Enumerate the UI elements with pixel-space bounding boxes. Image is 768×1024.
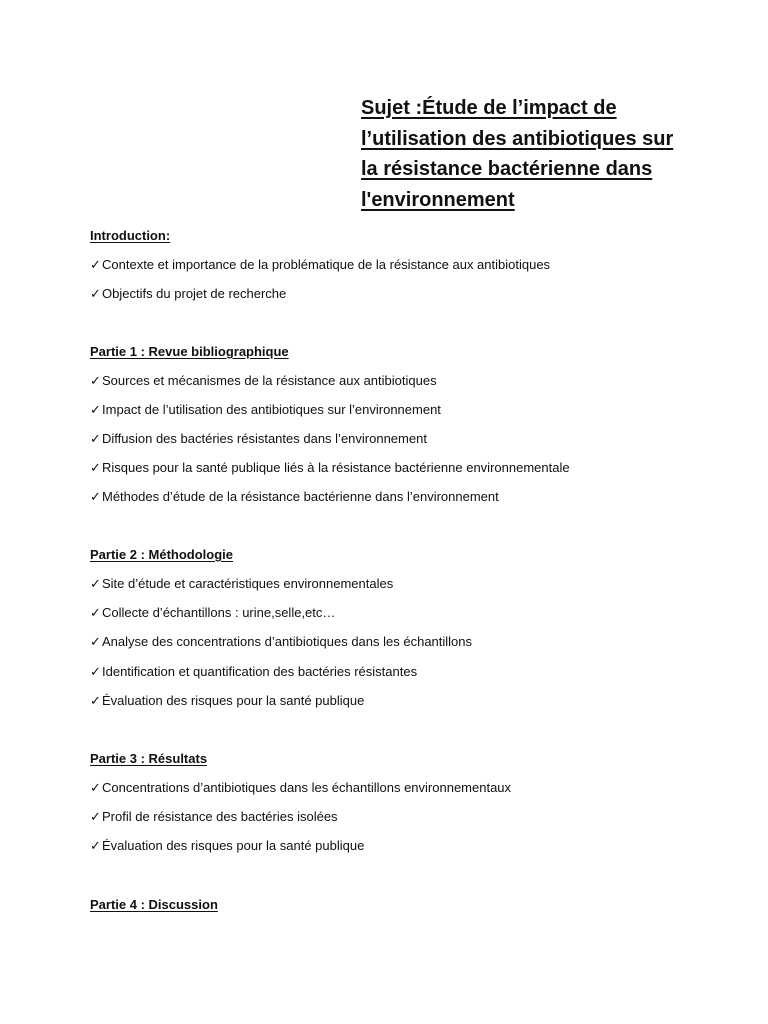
title-line: l'environnement <box>361 188 515 211</box>
list-item: ✓Collecte d’échantillons : urine,selle,etc… <box>90 605 336 620</box>
list-item: ✓Contexte et importance de la problématique de la résistance aux antibiotiques <box>90 257 551 272</box>
checkmark-icon: ✓ <box>90 693 101 708</box>
title-line: la résistance bactérienne dans <box>361 158 653 180</box>
list-item: ✓Concentrations d’antibiotiques dans les échantillons environnementaux <box>90 780 512 795</box>
list-item: ✓Profil de résistance des bactéries isolées <box>90 809 338 824</box>
section-heading-introduction: Introduction: <box>90 228 171 243</box>
checkmark-icon: ✓ <box>90 605 101 620</box>
checkmark-icon: ✓ <box>90 489 101 504</box>
title-line: l’utilisation des antibiotiques sur <box>361 127 674 150</box>
list-item: ✓Objectifs du projet de recherche <box>90 286 287 301</box>
list-item: ✓Site d’étude et caractéristiques environnementales <box>90 576 394 591</box>
list-item: ✓Diffusion des bactéries résistantes dans l’environnement <box>90 431 427 446</box>
section-heading-partie-4: Partie 4 : Discussion <box>90 897 218 912</box>
checkmark-icon: ✓ <box>90 780 101 795</box>
list-item: ✓Évaluation des risques pour la santé publique <box>90 838 365 853</box>
title-line: Sujet :Étude de l’impact de <box>361 97 617 119</box>
list-item: ✓Risques pour la santé publique liés à la résistance bactérienne environnementale <box>90 460 570 475</box>
checkmark-icon: ✓ <box>90 460 101 475</box>
document-title <box>361 93 701 215</box>
list-item: ✓Sources et mécanismes de la résistance aux antibiotiques <box>90 373 437 388</box>
list-item: ✓Impact de l’utilisation des antibiotiques sur l’environnement <box>90 402 441 417</box>
checkmark-icon: ✓ <box>90 286 101 301</box>
checkmark-icon: ✓ <box>90 257 101 272</box>
section-heading-partie-3: Partie 3 : Résultats <box>90 751 208 766</box>
checkmark-icon: ✓ <box>90 373 101 388</box>
list-item: ✓Méthodes d’étude de la résistance bactérienne dans l’environnement <box>90 489 499 504</box>
checkmark-icon: ✓ <box>90 664 101 679</box>
checkmark-icon: ✓ <box>90 576 101 591</box>
checkmark-icon: ✓ <box>90 431 101 446</box>
list-item: ✓Analyse des concentrations d’antibiotiques dans les échantillons <box>90 634 473 649</box>
checkmark-icon: ✓ <box>90 634 101 649</box>
list-item: ✓Identification et quantification des bactéries résistantes <box>90 664 418 679</box>
list-item: ✓Évaluation des risques pour la santé publique <box>90 693 365 708</box>
checkmark-icon: ✓ <box>90 838 101 853</box>
section-heading-partie-2: Partie 2 : Méthodologie <box>90 547 234 562</box>
checkmark-icon: ✓ <box>90 402 101 417</box>
checkmark-icon: ✓ <box>90 809 101 824</box>
section-heading-partie-1: Partie 1 : Revue bibliographique <box>90 344 289 359</box>
